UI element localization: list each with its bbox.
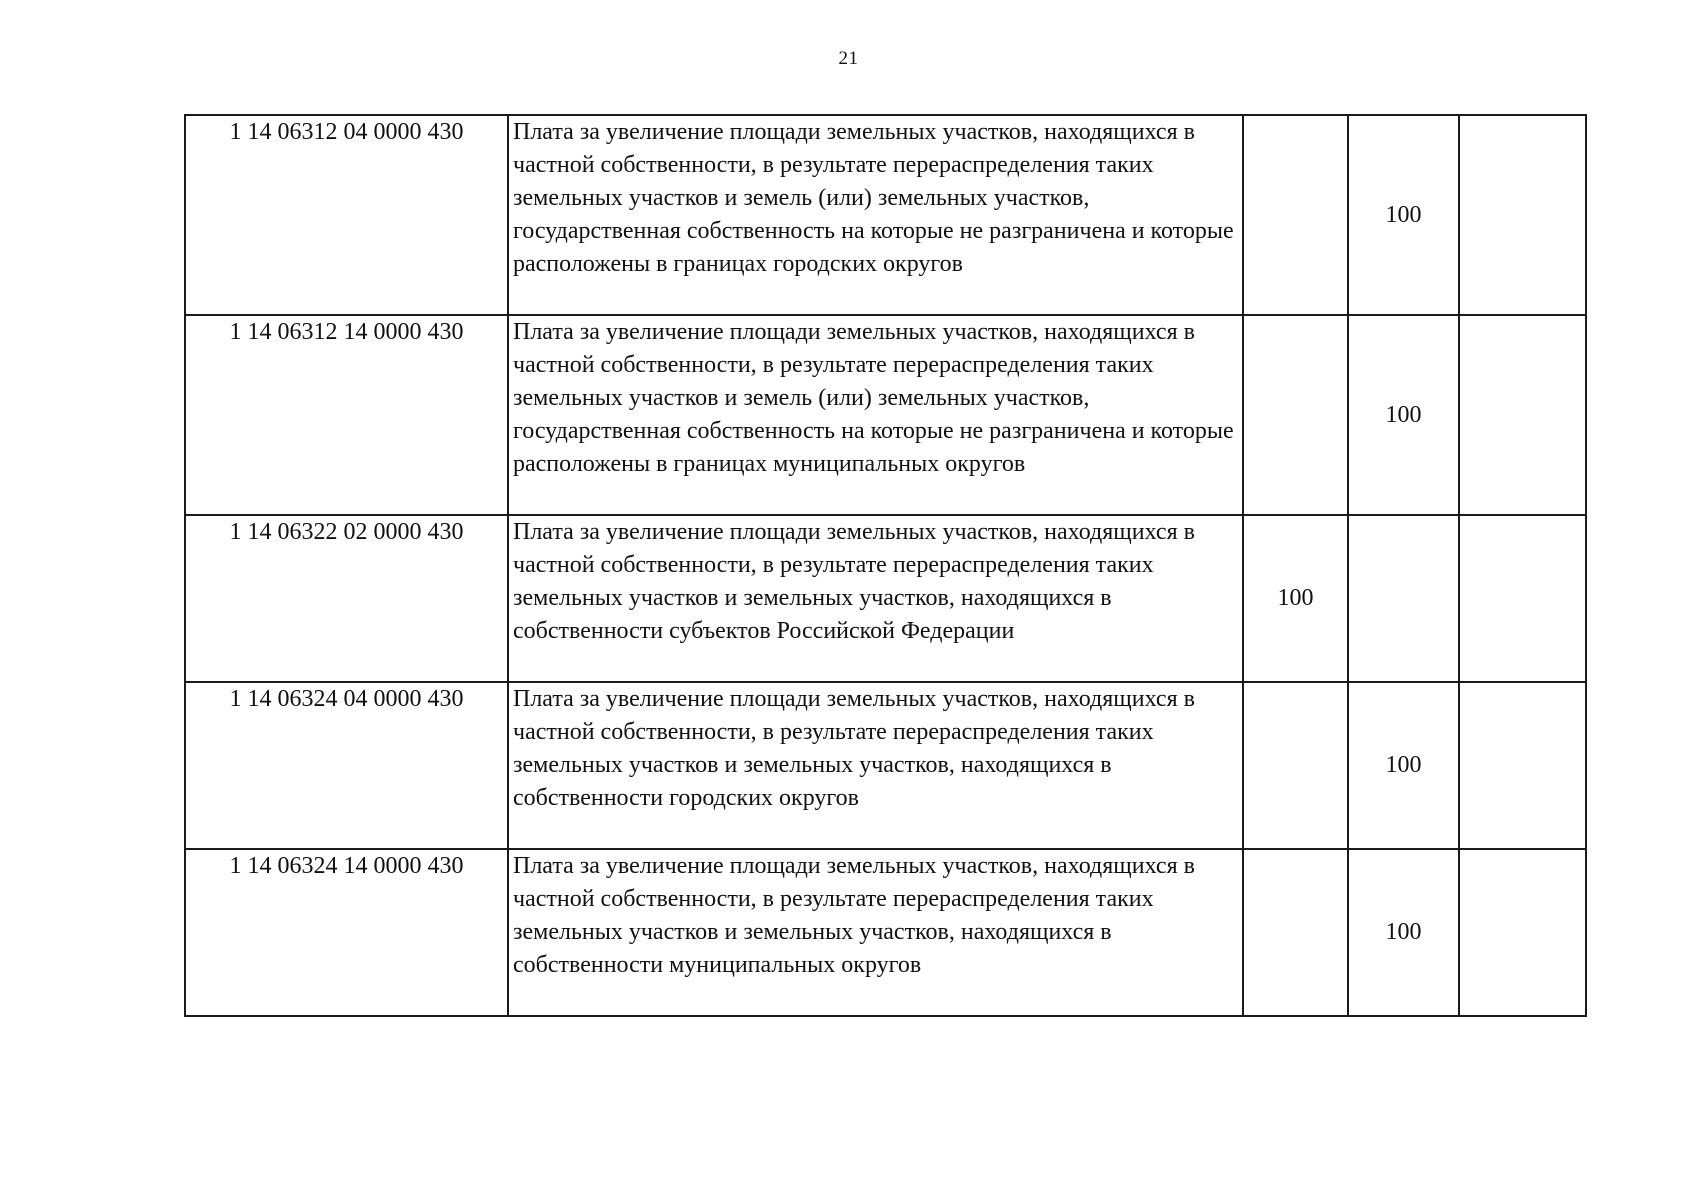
percent-cell-3	[1243, 115, 1348, 315]
percent-cell-4: 100	[1348, 315, 1459, 515]
percent-cell-5	[1459, 515, 1586, 682]
percent-cell-3	[1243, 849, 1348, 1016]
revenue-code-cell: 1 14 06312 14 0000 430	[185, 315, 508, 515]
percent-cell-4: 100	[1348, 115, 1459, 315]
table-row	[185, 682, 1586, 849]
percent-cell-4	[1348, 515, 1459, 682]
revenue-code-cell: 1 14 06324 14 0000 430	[185, 849, 508, 1016]
revenue-description-cell: Плата за увеличение площади земельных участков, находящихся в частной собственности, в результате перераспределения таких земельных участков и земельных участков, находящихся в собственности городских округов	[508, 682, 1243, 849]
percent-cell-5	[1459, 849, 1586, 1016]
revenue-description-cell: Плата за увеличение площади земельных участков, находящихся в частной собственности, в результате перераспределения таких земельных участков и земельных участков, находящихся в собственности муниципальных округов	[508, 849, 1243, 1016]
revenue-code-cell: 1 14 06312 04 0000 430	[185, 115, 508, 315]
page-number: 21	[838, 48, 859, 69]
percent-cell-3	[1243, 682, 1348, 849]
table-row	[185, 115, 1586, 315]
percent-cell-3: 100	[1243, 515, 1348, 682]
revenue-description-cell: Плата за увеличение площади земельных участков, находящихся в частной собственности, в результате перераспределения таких земельных участков и земель (или) земельных участков, государственная собственность на которые не разграничена и которые расположены в границах муниципальных округов	[508, 315, 1243, 515]
percent-cell-4: 100	[1348, 682, 1459, 849]
percent-cell-5	[1459, 115, 1586, 315]
percent-cell-5	[1459, 315, 1586, 515]
percent-cell-5	[1459, 682, 1586, 849]
revenue-description-cell: Плата за увеличение площади земельных участков, находящихся в частной собственности, в результате перераспределения таких земельных участков и земель (или) земельных участков, государственная собственность на которые не разграничена и которые расположены в границах городских округов	[508, 115, 1243, 315]
revenue-code-cell: 1 14 06322 02 0000 430	[185, 515, 508, 682]
budget-classification-table	[184, 114, 1587, 1017]
revenue-description-cell: Плата за увеличение площади земельных участков, находящихся в частной собственности, в результате перераспределения таких земельных участков и земельных участков, находящихся в собственности субъектов Российской Федерации	[508, 515, 1243, 682]
percent-cell-4: 100	[1348, 849, 1459, 1016]
table-row	[185, 849, 1586, 1016]
table-row	[185, 315, 1586, 515]
revenue-code-cell: 1 14 06324 04 0000 430	[185, 682, 508, 849]
table-row	[185, 515, 1586, 682]
percent-cell-3	[1243, 315, 1348, 515]
